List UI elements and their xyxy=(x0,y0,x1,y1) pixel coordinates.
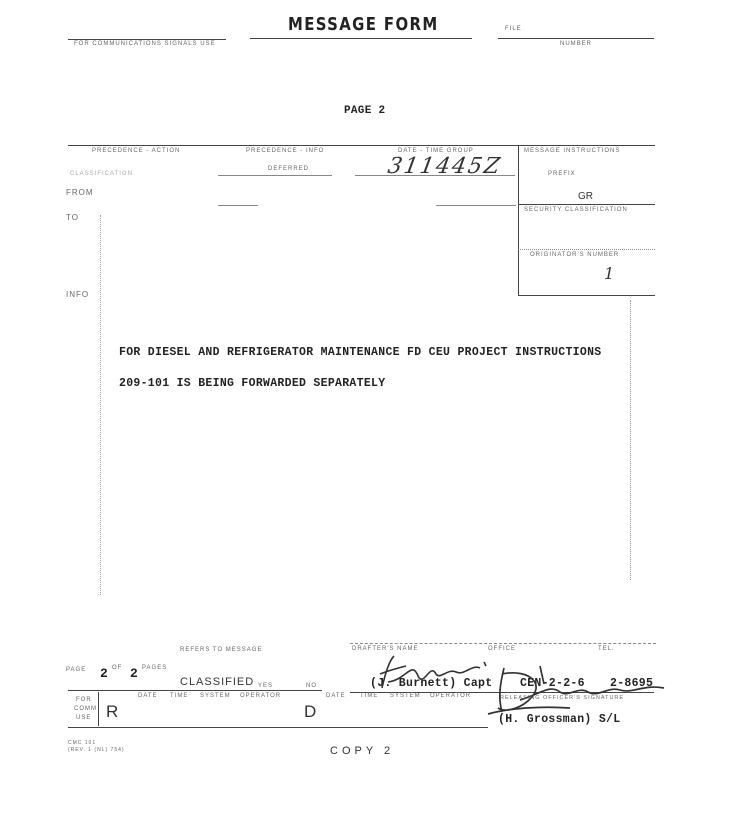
system-label-1: SYSTEM xyxy=(200,693,231,699)
precedence-info-label: PRECEDENCE - INFO xyxy=(246,148,325,154)
right-margin-dotted xyxy=(630,300,631,580)
operator-label-1: OPERATOR xyxy=(240,693,282,699)
tel-label: TEL. xyxy=(598,646,615,652)
pages-label: PAGES xyxy=(142,665,168,671)
date-label-2: DATE xyxy=(326,693,346,699)
classification-small-label: CLASSIFICATION xyxy=(70,171,133,177)
comm-bottom-rule xyxy=(68,727,488,728)
number-label: NUMBER xyxy=(560,41,593,47)
time-label-2: TIME xyxy=(360,693,379,699)
of-label: OF xyxy=(112,665,123,671)
no-label: NO xyxy=(306,683,317,689)
classified-value: CLASSIFIED xyxy=(180,676,255,688)
time-label-1: TIME xyxy=(170,693,189,699)
originators-number-value: 1 xyxy=(604,264,615,283)
title-underline xyxy=(250,38,472,39)
operator-label-2: OPERATOR xyxy=(430,693,472,699)
instructions-top-rule xyxy=(518,145,655,146)
use-label: USE xyxy=(76,715,92,721)
drafters-name-label: DRAFTER'S NAME xyxy=(352,646,419,652)
originators-number-label: ORIGINATOR'S NUMBER xyxy=(530,252,620,258)
from-rule xyxy=(218,205,258,206)
precedence-action-label: PRECEDENCE - ACTION xyxy=(92,148,181,154)
comm-label: COMM xyxy=(74,706,97,712)
header-left-rule xyxy=(68,39,226,40)
precedence-info-value: DEFERRED xyxy=(268,166,310,172)
routing-top-rule xyxy=(68,145,518,146)
releasing-officer-label: RELEASING OFFICER'S SIGNATURE xyxy=(500,695,625,701)
releasing-officer-signature xyxy=(480,664,670,720)
page-label: PAGE xyxy=(66,667,87,673)
comm-signals-label: FOR COMMUNICATIONS SIGNALS USE xyxy=(74,41,216,47)
precedence-info-rule xyxy=(218,175,332,176)
comm-box-right xyxy=(98,692,99,726)
message-instructions-label: MESSAGE INSTRUCTIONS xyxy=(524,148,621,154)
system-label-2: SYSTEM xyxy=(390,693,421,699)
pages-total: 2 xyxy=(130,666,139,681)
date-time-group-value: 311445Z xyxy=(385,154,504,179)
drafters-name-value: (J. Burnett) Capt xyxy=(370,677,493,690)
copy-label: COPY 2 xyxy=(330,745,395,757)
from-label: FROM xyxy=(66,188,94,197)
originator-top-rule xyxy=(518,249,655,250)
form-id-line-2: (REV. 1 (NL) 754) xyxy=(68,747,125,753)
footer-top-rule xyxy=(350,643,656,644)
tel-value: 2-8695 xyxy=(610,677,654,690)
yes-label: YES xyxy=(258,683,274,689)
releasing-officer-name: (H. Grossman) S/L xyxy=(498,713,621,726)
office-label: OFFICE xyxy=(488,646,516,652)
for-label: FOR xyxy=(76,697,92,703)
date-time-group-label: DATE - TIME GROUP xyxy=(398,148,474,154)
from-rule-right xyxy=(436,205,516,206)
office-value: CEN-2-2-6 xyxy=(520,677,585,690)
prefix-value: GR xyxy=(578,191,593,202)
to-label: TO xyxy=(66,213,79,222)
instructions-box-left xyxy=(518,145,519,296)
refers-to-message-label: REFERS TO MESSAGE xyxy=(180,647,263,653)
form-id-line-1: CMC 101 xyxy=(68,740,97,746)
delivered-mark: D xyxy=(304,702,317,721)
classification-rule xyxy=(68,690,322,691)
security-rule xyxy=(518,204,655,205)
message-body-line-2: 209-101 IS BEING FORWARDED SEPARATELY xyxy=(119,377,386,390)
page-heading: PAGE 2 xyxy=(344,105,386,117)
info-label: INFO xyxy=(66,290,90,299)
page-number: 2 xyxy=(100,666,109,681)
file-rule xyxy=(498,38,654,39)
prefix-label: PREFIX xyxy=(548,171,576,177)
message-body-line-1: FOR DIESEL AND REFRIGERATOR MAINTENANCE FD CEU PROJECT INSTRUCTIONS xyxy=(119,346,602,359)
instructions-box-bottom xyxy=(518,295,655,296)
date-label-1: DATE xyxy=(138,693,158,699)
received-mark: R xyxy=(106,702,119,721)
security-classification-label: SECURITY CLASSIFICATION xyxy=(524,207,628,213)
form-title: MESSAGE FORM xyxy=(288,14,439,35)
file-label: FILE xyxy=(505,26,522,32)
left-margin-dotted xyxy=(100,215,101,595)
